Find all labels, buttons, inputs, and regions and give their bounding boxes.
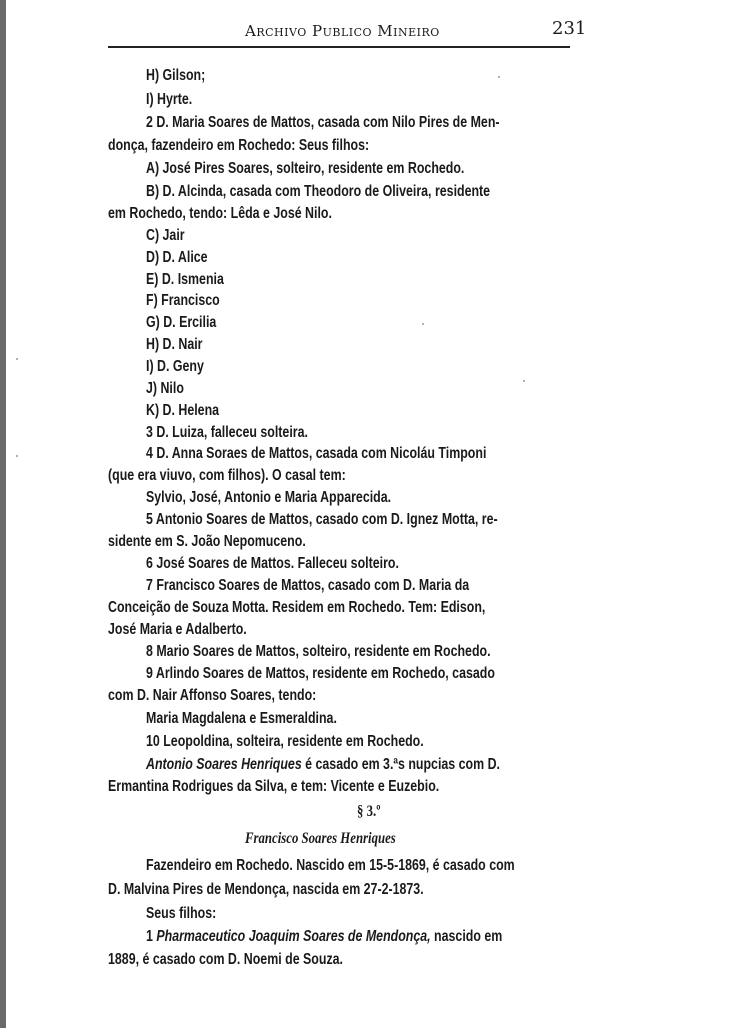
text-line: 9 Arlindo Soares de Mattos, residente em Rochedo, casado: [146, 665, 495, 682]
text-line: 6 José Soares de Mattos. Falleceu solteiro.: [146, 555, 399, 572]
text-line: K) D. Helena: [146, 402, 220, 419]
text-line: Sylvio, José, Antonio e Maria Apparecida.: [146, 489, 392, 506]
text-line: 5 Antonio Soares de Mattos, casado com D. Ignez Motta, re-: [146, 511, 498, 528]
text-span: 1: [146, 928, 157, 945]
text-line: F) Francisco: [146, 292, 220, 309]
text-line: E) D. Ismenia: [146, 271, 224, 288]
text-line: Conceição de Souza Motta. Residem em Rochedo. Tem: Edison,: [108, 599, 486, 616]
text-line: C) Jair: [146, 227, 185, 244]
text-line: 3 D. Luiza, falleceu solteira.: [146, 424, 308, 441]
text-line: (que era viuvo, com filhos). O casal tem:: [108, 467, 346, 484]
text-line: J) Nilo: [146, 380, 184, 397]
text-line: em Rochedo, tendo: Lêda e José Nilo.: [108, 205, 332, 222]
section-number: § 3.º: [357, 803, 381, 820]
running-header-title: Archivo Publico Mineiro: [245, 22, 440, 40]
text-line: H) Gilson;: [146, 67, 206, 84]
text-line: B) D. Alcinda, casada com Theodoro de Oliveira, residente: [146, 183, 491, 200]
text-line: 10 Leopoldina, solteira, residente em Rochedo.: [146, 733, 424, 750]
text-line: D) D. Alice: [146, 249, 208, 266]
text-line: [146, 755, 500, 775]
text-line: Fazendeiro em Rochedo. Nascido em 15-5-1869, é casado com: [146, 857, 515, 874]
text-line: I) D. Geny: [146, 358, 204, 375]
scan-speck: [422, 323, 424, 325]
text-line: 1889, é casado com D. Noemi de Souza.: [108, 951, 344, 968]
text-line: 8 Mario Soares de Mattos, solteiro, residente em Rochedo.: [146, 643, 491, 660]
scan-edge: [0, 0, 6, 1028]
text-line: D. Malvina Pires de Mendonça, nascida em 27-2-1873.: [108, 881, 424, 898]
person-name: Antonio Soares Henriques: [146, 756, 302, 773]
text-line: 7 Francisco Soares de Mattos, casado com D. Maria da: [146, 577, 470, 594]
text-line: Seus filhos:: [146, 905, 217, 922]
person-name: Pharmaceutico Joaquim Soares de Mendonça,: [156, 928, 431, 945]
text-line: José Maria e Adalberto.: [108, 621, 247, 638]
text-line: G) D. Ercilia: [146, 314, 217, 331]
text-line: I) Hyrte.: [146, 91, 193, 108]
text-line: Maria Magdalena e Esmeraldina.: [146, 710, 337, 727]
text-span: é casado em 3.ªs nupcias com D.: [301, 756, 500, 773]
scan-speck: [498, 76, 500, 78]
text-line: donça, fazendeiro em Rochedo: Seus filhos:: [108, 137, 370, 154]
text-line: H) D. Nair: [146, 336, 203, 353]
text-line: [146, 927, 502, 947]
scan-speck: [16, 455, 18, 457]
page-number: 231: [552, 18, 587, 39]
section-title: Francisco Soares Henriques: [245, 830, 396, 847]
scan-speck: [16, 358, 18, 360]
text-line: 4 D. Anna Soraes de Mattos, casada com Nicoláu Timponi: [146, 445, 487, 462]
scan-speck: [523, 380, 525, 382]
text-line: sidente em S. João Nepomuceno.: [108, 533, 306, 550]
text-span: nascido em: [430, 928, 503, 945]
header-rule: [108, 46, 570, 48]
text-line: A) José Pires Soares, solteiro, residente em Rochedo.: [146, 160, 465, 177]
text-line: com D. Nair Affonso Soares, tendo:: [108, 687, 317, 704]
text-line: 2 D. Maria Soares de Mattos, casada com Nilo Pires de Men-: [146, 114, 500, 131]
text-line: Ermantina Rodrigues da Silva, e tem: Vicente e Euzebio.: [108, 778, 440, 795]
